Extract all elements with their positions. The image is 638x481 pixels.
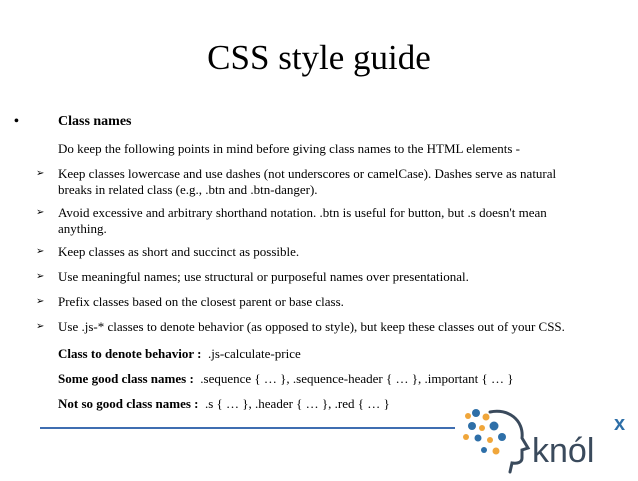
- intro-text: Do keep the following points in mind before giving class names to the HTML elements -: [58, 141, 521, 156]
- dot: [493, 448, 500, 455]
- arrow-bullet-icon: ➢: [36, 246, 45, 257]
- slide-title: CSS style guide: [207, 38, 431, 77]
- dot: [479, 425, 485, 431]
- arrow-bullet-icon: ➢: [36, 321, 45, 332]
- dot: [487, 437, 493, 443]
- list-item-text: Use meaningful names; use structural or purposeful names over presentational.: [58, 269, 469, 284]
- heading-label: Class names: [58, 114, 132, 129]
- dot: [483, 414, 490, 421]
- list-item-text: Use .js-* classes to denote behavior (as opposed to style), but keep these classes out of your CSS.: [58, 319, 565, 334]
- dot: [481, 447, 487, 453]
- knol-logo: [460, 404, 630, 476]
- example-line: [58, 346, 588, 362]
- knol-logo-mark: [460, 404, 630, 476]
- dot: [472, 409, 480, 417]
- dot: [465, 413, 471, 419]
- section-heading-wrapper: [58, 113, 132, 131]
- bullet-dot: •: [14, 114, 19, 129]
- logo-x: x: [614, 413, 626, 435]
- example-label: Class to denote behavior :: [58, 346, 202, 361]
- logo-wordmark: knól: [532, 432, 595, 470]
- example-value: .js-calculate-price: [201, 346, 301, 361]
- example-label: Some good class names :: [58, 371, 194, 386]
- example-label: Not so good class names :: [58, 396, 199, 411]
- list-item-text: Prefix classes based on the closest parent or base class.: [58, 294, 344, 309]
- dot: [463, 434, 469, 440]
- dot: [468, 422, 476, 430]
- dot: [490, 422, 499, 431]
- example-value: .sequence { … }, .sequence-header { … }, .important { … }: [193, 371, 514, 386]
- dot: [498, 433, 506, 441]
- list-item-text: Keep classes as short and succinct as possible.: [58, 244, 300, 259]
- footer-rule: [40, 427, 455, 429]
- arrow-bullet-icon: ➢: [36, 296, 45, 307]
- example-value: .s { … }, .header { … }, .red { … }: [198, 396, 390, 411]
- arrow-bullet-icon: ➢: [36, 168, 45, 179]
- example-line: [58, 371, 588, 387]
- arrow-bullet-icon: ➢: [36, 271, 45, 282]
- head-profile-icon: [490, 411, 528, 472]
- list-item-text: Avoid excessive and arbitrary shorthand notation. .btn is useful for button, but .s doesn't mean anything.: [58, 205, 547, 236]
- list-item-text: Keep classes lowercase and use dashes (not underscores or camelCase). Dashes serve as natural breaks in related class (e.g., .btn and .btn-danger).: [58, 166, 557, 197]
- dot: [475, 435, 482, 442]
- arrow-bullet-icon: ➢: [36, 207, 45, 218]
